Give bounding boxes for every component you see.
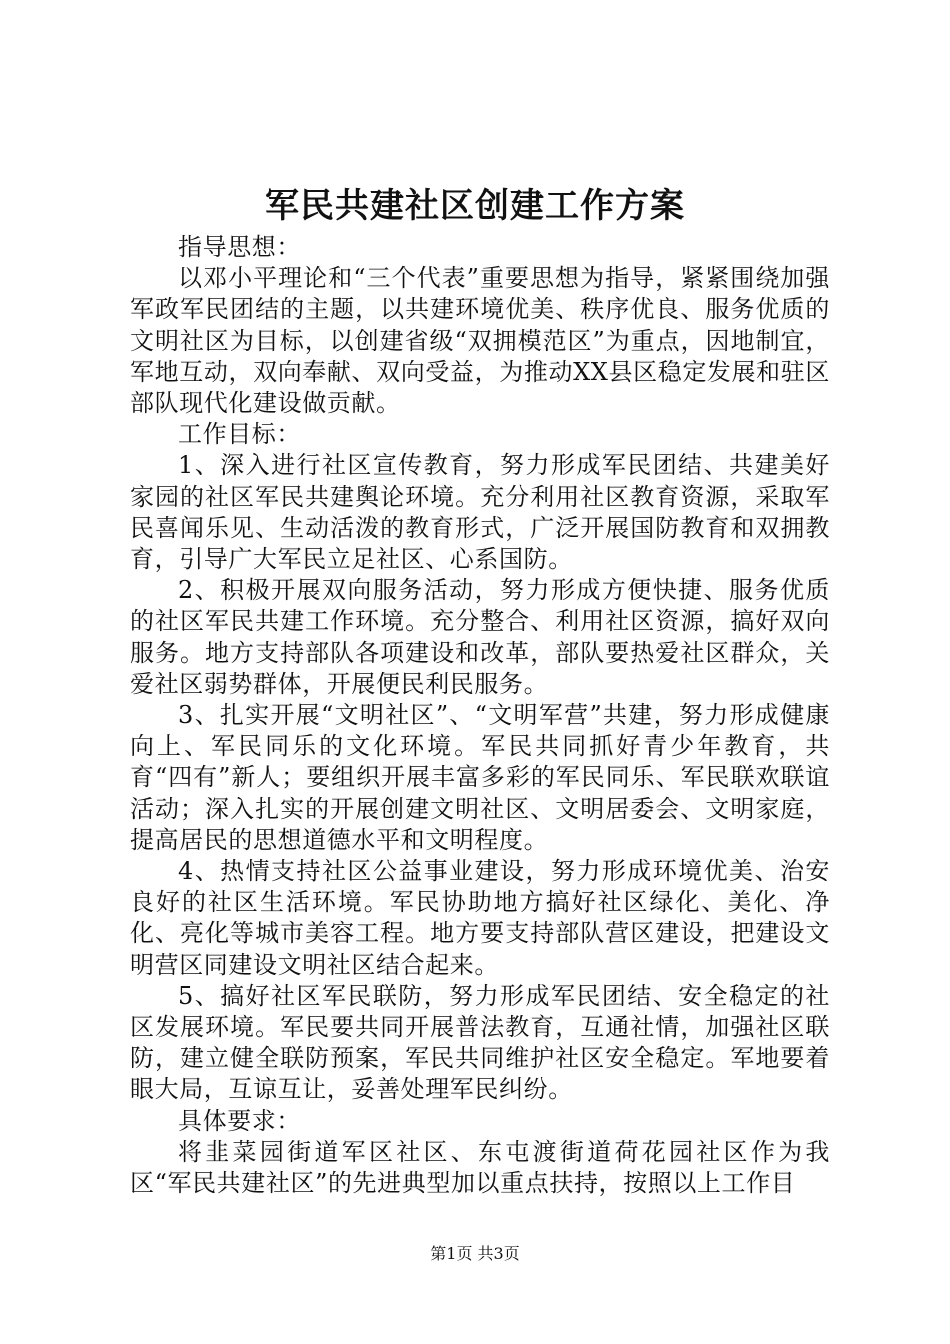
goal-paragraph-1: 1、深入进行社区宣传教育，努力形成军民团结、共建美好家园的社区军民共建舆论环境。充分利用社区教育资源，采取军民喜闻乐见、生动活泼的教育形式，广泛开展国防教育和双拥教育，引导广大军民立足社区、心系国防。 [130, 451, 830, 574]
page-number-footer: 第1页 共3页 [430, 1244, 520, 1263]
guiding-heading: 指导思想： [178, 233, 301, 261]
document-title: 军民共建社区创建工作方案 [265, 186, 685, 226]
goal-paragraph-5: 5、搞好社区军民联防，努力形成军民团结、安全稳定的社区发展环境。军民要共同开展普法教育，互通社情，加强社区联防，建立健全联防预案，军民共同维护社区安全稳定。军地要着眼大局，互谅互让，妥善处理军民纠纷。 [130, 981, 830, 1104]
requirements-heading: 具体要求： [178, 1106, 301, 1135]
document-body [130, 232, 830, 1199]
guiding-paragraph: 以邓小平理论和“三个代表”重要思想为指导，紧紧围绕加强军政军民团结的主题，以共建环境优美、秩序优良、服务优质的文明社区为目标，以创建省级“双拥模范区”为重点，因地制宜，军地互动，双向奉献、双向受益，为推动XX县区稳定发展和驻区部队现代化建设做贡献。 [130, 264, 830, 418]
goal-paragraph-2: 2、积极开展双向服务活动，努力形成方便快捷、服务优质的社区军民共建工作环境。充分整合、利用社区资源，搞好双向服务。地方支持部队各项建设和改革，部队要热爱社区群众，关爱社区弱势群体，开展便民利民服务。 [130, 576, 830, 698]
goal-paragraph-3: 3、扎实开展“文明社区”、“文明军营”共建，努力形成健康向上、军民同乐的文化环境。军民共同抓好青少年教育，共育“四有”新人；要组织开展丰富多彩的军民同乐、军民联欢联谊活动；深入扎实的开展创建文明社区、文明居委会、文明家庭，提高居民的思想道德水平和文明程度。 [130, 701, 830, 854]
goals-heading: 工作目标： [178, 420, 301, 449]
requirements-paragraph: 将韭菜园街道军区社区、东屯渡街道荷花园社区作为我区“军民共建社区”的先进典型加以重点扶持，按照以上工作目 [130, 1137, 830, 1198]
goal-paragraph-4: 4、热情支持社区公益事业建设，努力形成环境优美、治安良好的社区生活环境。军民协助地方搞好社区绿化、美化、净化、亮化等城市美容工程。地方要支持部队营区建设，把建设文明营区同建设文明社区结合起来。 [130, 857, 830, 979]
